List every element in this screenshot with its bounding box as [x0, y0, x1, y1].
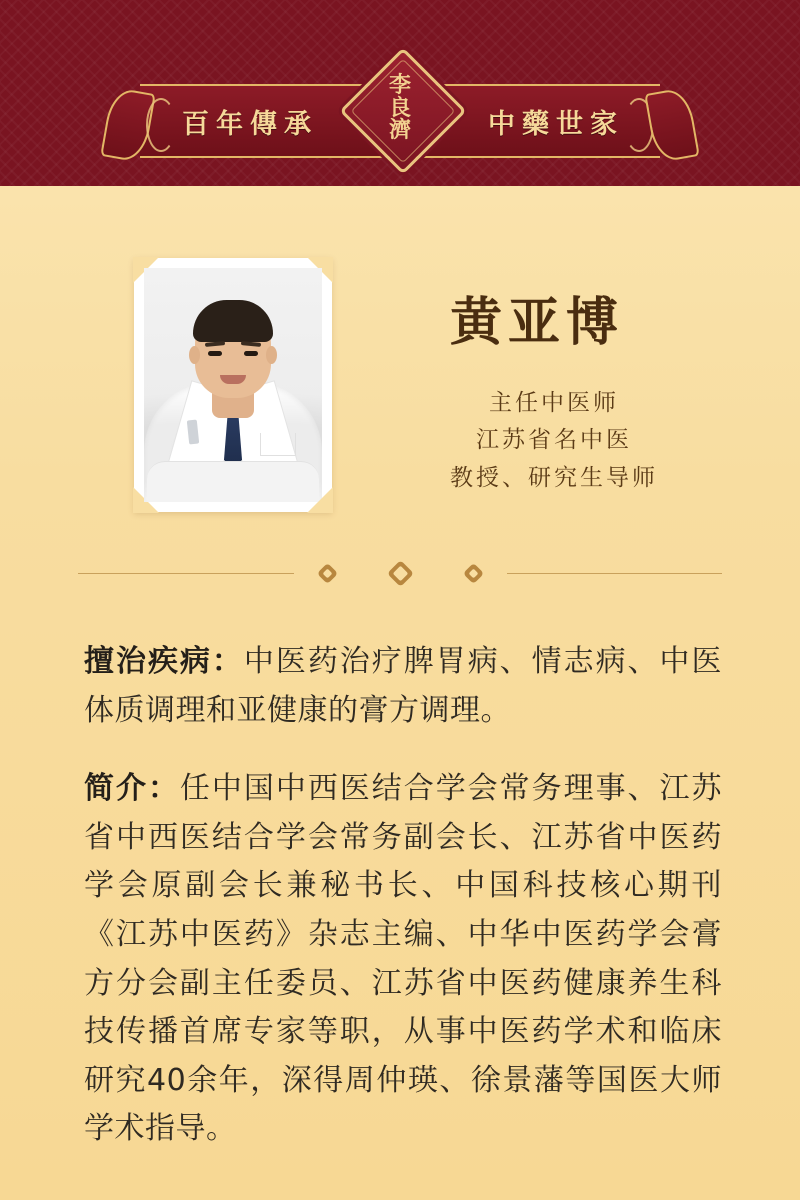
diamond-ornament-icon [462, 562, 483, 583]
portrait-folded-arms [147, 461, 319, 502]
ribbon-curl-right-icon [624, 98, 654, 152]
section-divider [78, 560, 722, 586]
doctor-titles [450, 385, 676, 497]
portrait-eye-left [208, 351, 222, 356]
seal-char-2: 良 [388, 94, 411, 121]
portrait-eye-right [244, 351, 258, 356]
divider-line-right [507, 573, 723, 574]
bio-label: 简介： [84, 771, 180, 807]
seal-char-3: 濟 [388, 117, 411, 144]
divider-ornaments [294, 564, 507, 583]
ribbon-curl-left-icon [146, 98, 176, 152]
doctor-title-3: 教授、研究生导师 [450, 464, 658, 491]
divider-line-left [78, 573, 294, 574]
portrait-ear-right [266, 346, 277, 364]
bio-text: 任中国中西医结合学会常务理事、江苏省中西医结合学会常务副会长、江苏省中医药学会原副会长兼秘书长、中国科技核心期刊《江苏中医药》杂志主编、中华中医药学会膏方分会副主任委员、江苏省中医药健康养生科技传播首席专家等职，从事中医药学术和临床研究40余年，深得周仲瑛、徐景藩等国医大师学术指导。 [84, 771, 723, 1147]
doctor-title-1: 主任中医师 [489, 390, 619, 417]
profile-section [0, 258, 800, 512]
specialty-label: 擅治疾病： [84, 644, 244, 679]
specialty-paragraph [84, 638, 722, 735]
brand-seal-text [358, 66, 442, 150]
description-section [84, 608, 722, 1184]
bio-paragraph [84, 765, 722, 1154]
doctor-title-2: 江苏省名中医 [476, 427, 632, 454]
portrait-coat-pocket [260, 433, 296, 456]
seal-char-1: 李 [388, 71, 411, 98]
banner-left-text: 百年傳承 [182, 108, 318, 140]
header-banner [0, 0, 800, 186]
specialty-text: 中医药治疗脾胃病、情志病、中医体质调理和亚健康的膏方调理。 [84, 644, 723, 728]
portrait-hair [193, 300, 273, 342]
name-block [450, 258, 676, 497]
doctor-portrait-photo [144, 268, 322, 502]
banner-right-text: 中藥世家 [488, 108, 624, 140]
diamond-ornament-icon [316, 562, 337, 583]
portrait-ear-left [189, 346, 200, 364]
diamond-ornament-center-icon [387, 560, 414, 587]
doctor-name: 黄亚博 [450, 292, 625, 353]
portrait-frame [134, 258, 332, 512]
